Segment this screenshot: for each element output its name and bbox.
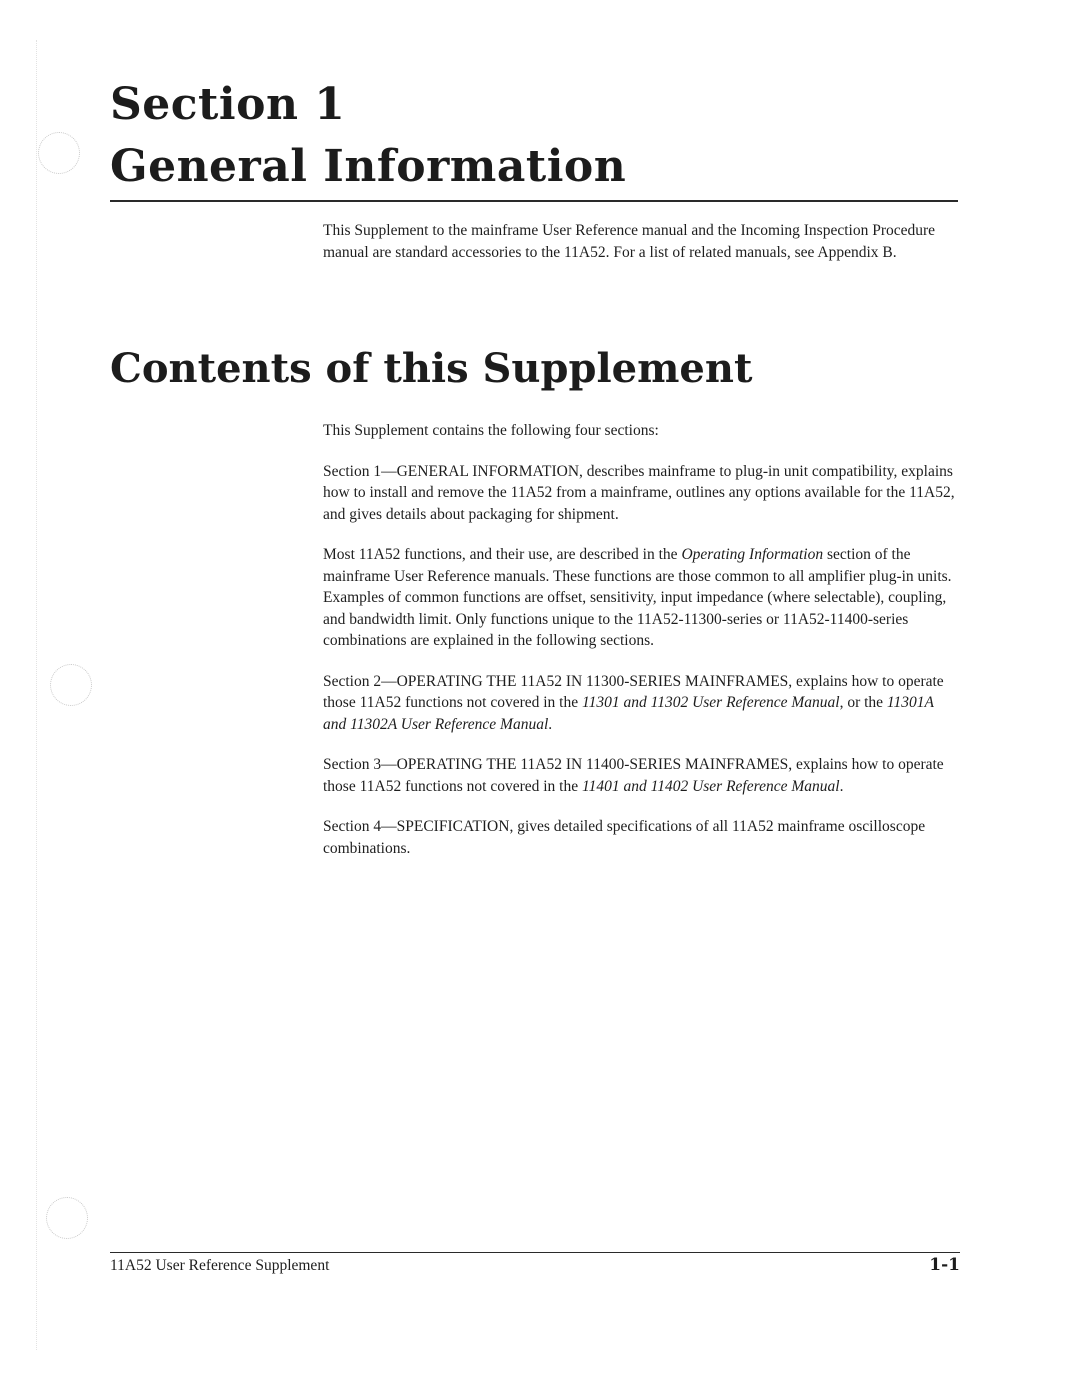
- section3-italic-ref: 11401 and 11402 User Reference Manual: [582, 777, 840, 795]
- punch-hole-mark: [50, 664, 92, 706]
- page-number: 1-1: [929, 1255, 960, 1275]
- footer-divider: [110, 1252, 960, 1253]
- section3-text-a: Section 3—OPERATING THE 11A52 IN 11400-SERIES MAINFRAMES, explains how to operate those 11A52 functions not covered in the: [323, 756, 944, 795]
- section2-text-a: Section 2—OPERATING THE 11A52 IN 11300-SERIES MAINFRAMES, explains how to operate those 11A52 functions not covered in the: [323, 672, 944, 711]
- section2-text-b: , or the: [839, 694, 887, 711]
- section-number: Section 1: [110, 79, 346, 130]
- functions-text-a: Most 11A52 functions, and their use, are described in the: [323, 546, 682, 563]
- functions-italic-ref: Operating Information: [681, 546, 824, 563]
- functions-text-b: section of the mainframe User Reference manuals. These functions are those common to all amplifier plug-in units. Examples of common functions are offset, sensitivity, input impedance (where selectable), coupling, and bandwidth limit. Only functions unique to the 11A52-11300-series or 11A52-11400-series combinations are explained in the following sections.: [323, 546, 952, 649]
- punch-hole-mark: [38, 132, 80, 174]
- section1-paragraph: Section 1—GENERAL INFORMATION, describes mainframe to plug-in unit compatibility, explains how to install and remove the 11A52 from a mainframe, outlines any options available for the 11A52, and gives details about packaging for shipment.: [323, 462, 955, 523]
- section-heading: [110, 74, 626, 198]
- section4-paragraph: Section 4—SPECIFICATION, gives detailed specifications of all 11A52 mainframe oscilloscope combinations.: [323, 818, 926, 857]
- footer-title: 11A52 User Reference Supplement: [110, 1257, 330, 1274]
- contents-block: [323, 420, 959, 878]
- intro-block: [323, 220, 959, 263]
- section3-paragraph: [323, 754, 959, 797]
- punch-hole-mark: [46, 1197, 88, 1239]
- section2-italic-ref2: 11301A and 11302A User Reference Manual: [323, 694, 934, 733]
- heading-divider: [110, 200, 958, 202]
- section2-paragraph: [323, 671, 959, 736]
- scan-edge-line: [36, 40, 37, 1350]
- section3-text-c: .: [839, 777, 844, 795]
- contents-heading: Contents of this Supplement: [110, 345, 753, 392]
- functions-paragraph: [323, 544, 959, 652]
- section2-text-c: .: [548, 715, 553, 733]
- contents-lead-paragraph: This Supplement contains the following four sections:: [323, 422, 659, 439]
- intro-paragraph: This Supplement to the mainframe User Reference manual and the Incoming Inspection Procedure manual are standard accessories to the 11A52. For a list of related manuals, see Appendix B.: [323, 222, 936, 261]
- section2-italic-ref1: 11301 and 11302 User Reference Manual: [582, 694, 840, 711]
- section-title: General Information: [110, 141, 627, 192]
